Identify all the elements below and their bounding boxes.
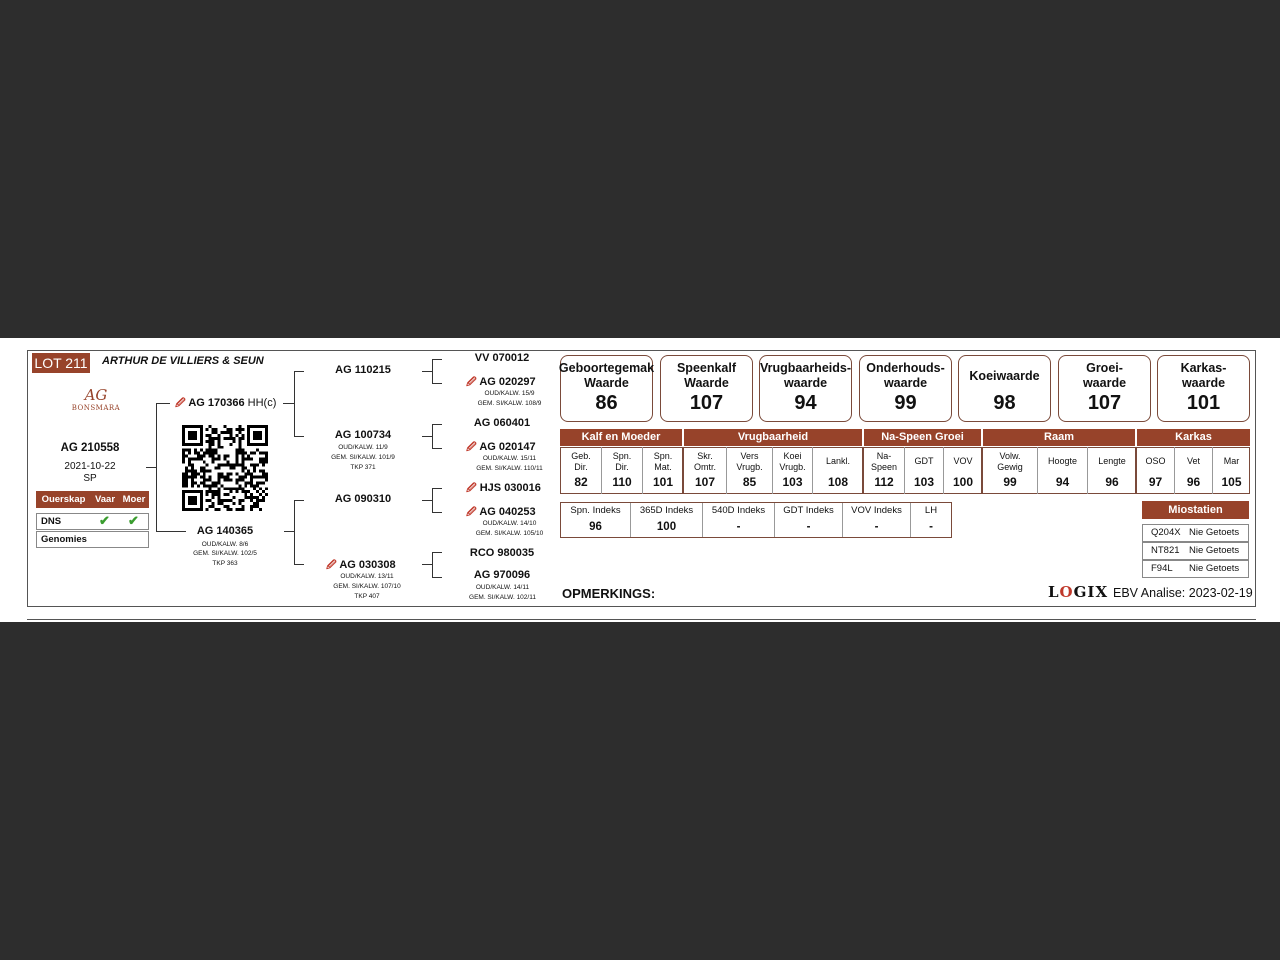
index-label: VOV Indeks [851, 505, 902, 516]
index-label: 540D Indeks [711, 505, 766, 516]
remarks-label: OPMERKINGS: [562, 586, 656, 601]
gene-status: Nie Getoets [1189, 563, 1240, 574]
animal-birth-date: 2021-10-22 [64, 461, 116, 472]
trait-oso [1137, 447, 1174, 494]
dam-dam-reg: AG 030308 [339, 559, 396, 571]
trait-label: Geb. [571, 450, 591, 461]
connector-line [432, 359, 433, 383]
trait-skr-omtr [684, 447, 726, 494]
genomies-row [36, 531, 149, 548]
elite-mark-icon: 🖉 [326, 560, 337, 571]
value-label-1: Karkas- [1180, 361, 1227, 375]
trait-label: Gewig [997, 461, 1023, 472]
gene-code: F94L [1151, 563, 1173, 574]
trait-lengte [1087, 447, 1136, 494]
connector-line [432, 488, 433, 512]
value-number: 86 [595, 392, 618, 414]
trait-label: Koei [783, 450, 802, 461]
trait-value: 99 [1003, 475, 1017, 489]
value-label-1: Vrugbaarheids- [760, 361, 851, 375]
index-label: Spn. Indeks [570, 505, 621, 516]
trait-label: Spn. [653, 450, 673, 461]
sire-reg: AG 170366 [188, 397, 245, 409]
connector-line [432, 512, 442, 513]
trait-value: 96 [1186, 475, 1201, 489]
connector-line [432, 424, 442, 425]
trait-label: Skr. [697, 450, 713, 461]
miostatien-row [1142, 524, 1249, 542]
value-label-2: waarde [1181, 376, 1226, 390]
trait-label: GDT [914, 456, 934, 466]
trait-label: Mat. [654, 461, 672, 472]
group-header-fertility: Vrugbaarheid [684, 429, 862, 446]
connector-line [283, 403, 294, 404]
connector-line [432, 488, 442, 489]
connector-line [156, 403, 170, 404]
value-number: 99 [894, 392, 917, 414]
dam-info-2: GEM. SI/KALW. 102/5 [193, 550, 257, 557]
trait-value: 112 [874, 475, 894, 489]
dam-sire-reg: AG 090310 [334, 493, 392, 505]
trait-hoogte [1037, 447, 1087, 494]
check-icon: ✔ [128, 513, 139, 528]
connector-line [294, 371, 304, 372]
dam-info-1: OUD/KALW. 8/6 [201, 541, 249, 548]
index-vov [842, 503, 910, 537]
bonsmara-logo [70, 386, 122, 426]
trait-label: Na- [876, 450, 892, 461]
trait-mar [1212, 447, 1250, 494]
group-header-post-weaning: Na-Speen Groei [864, 429, 981, 446]
trait-label: Hoogte [1047, 456, 1078, 466]
connector-line [156, 403, 157, 531]
connector-line [294, 500, 295, 564]
animal-reg: AG 210558 [60, 442, 120, 454]
connector-line [432, 552, 433, 577]
connector-line [432, 359, 442, 360]
trait-value: 107 [694, 475, 716, 489]
trait-value: 103 [782, 475, 803, 489]
connector-line [432, 448, 442, 449]
ggp-ddd-reg: AG 970096 [473, 569, 531, 581]
logo-letter: O [1059, 583, 1074, 601]
logo-brand: BONSMARA [71, 404, 121, 412]
index-value: - [806, 521, 811, 533]
trait-label: Vrugb. [779, 461, 806, 472]
trait-label: Vers [740, 450, 759, 461]
connector-line [422, 564, 432, 565]
value-box-calving-ease [560, 355, 653, 422]
trait-spn-dir [601, 447, 642, 494]
trait-label: Dir. [615, 461, 629, 472]
gene-code: Q204X [1151, 527, 1181, 538]
gene-code: NT821 [1151, 545, 1180, 556]
ggp-ddd-info-1: OUD/KALW. 14/11 [475, 584, 530, 591]
header-moer: Moer [122, 494, 146, 505]
ggp-ssd-info-2: GEM. SI/KALW. 108/9 [477, 400, 542, 407]
ggp-ddd-info-2: GEM. SI/KALW. 102/11 [469, 594, 536, 601]
connector-line [422, 371, 432, 372]
trait-vov [943, 447, 982, 494]
connector-line [422, 436, 432, 437]
value-number: 101 [1186, 392, 1221, 414]
qr-code[interactable] [182, 425, 268, 511]
divider [27, 619, 1256, 622]
index-value: - [736, 521, 741, 533]
trait-value: 82 [574, 475, 588, 489]
dam-dam-info-2: GEM. SI/KALW. 107/10 [333, 583, 401, 590]
connector-line [294, 371, 295, 436]
ggp-dds-reg: RCO 980035 [469, 547, 535, 559]
trait-label: Volw. [999, 450, 1021, 461]
connector-line [284, 531, 294, 532]
index-label: GDT Indeks [783, 505, 834, 516]
sire-dam-info-2: GEM. SI/KALW. 101/9 [331, 454, 395, 461]
ggp-dss-reg: HJS 030016 [479, 482, 541, 494]
ggp-dsd-info-1: OUD/KALW. 14/10 [482, 520, 537, 527]
connector-line [294, 436, 304, 437]
elite-mark-icon: 🖉 [466, 442, 477, 453]
check-icon: ✔ [99, 513, 110, 528]
trait-label: OSO [1145, 456, 1166, 466]
ggp-sss-reg: VV 070012 [474, 352, 530, 364]
trait-vet [1174, 447, 1212, 494]
lot-number: LOT 211 [32, 353, 90, 373]
connector-line [432, 424, 433, 448]
ggp-sdd-info-1: OUD/KALW. 15/11 [482, 455, 537, 462]
value-label-2: waarde [783, 376, 828, 390]
connector-line [294, 564, 304, 565]
miostatien-header: Miostatien [1142, 501, 1249, 519]
ggp-dsd-info-2: GEM. SI/KALW. 105/10 [475, 530, 544, 537]
trait-spn-mat [642, 447, 683, 494]
trait-label: Omtr. [694, 461, 716, 472]
sire [175, 396, 276, 413]
index-value: 100 [656, 521, 677, 533]
index-365d [630, 503, 702, 537]
index-value: - [929, 521, 933, 533]
connector-line [422, 500, 432, 501]
sire-dam-info-1: OUD/KALW. 11/9 [338, 444, 388, 451]
trait-label: Vrugb. [736, 461, 763, 472]
value-box-carcass [1157, 355, 1250, 422]
value-number: 107 [1087, 392, 1122, 414]
trait-label: VOV [953, 456, 973, 466]
trait-geb-dir [561, 447, 601, 494]
index-label: 365D Indeks [639, 505, 694, 516]
dns-label: DNS [41, 516, 62, 527]
trait-value: 101 [652, 475, 674, 489]
trait-value: 103 [913, 475, 935, 489]
value-label-1: Geboortegemak [558, 361, 655, 375]
trait-value: 96 [1105, 475, 1119, 489]
sire-dam-reg: AG 100734 [334, 429, 392, 441]
trait-value: 94 [1055, 475, 1070, 489]
trait-vers-vrugb [726, 447, 772, 494]
elite-mark-icon: 🖉 [175, 398, 186, 409]
trait-label: Mar [1223, 456, 1240, 466]
elite-mark-icon: 🖉 [466, 507, 477, 518]
trait-value: 97 [1148, 475, 1163, 489]
index-spn [561, 503, 630, 537]
value-label-2: waarde [1082, 376, 1127, 390]
trait-label: Lankl. [825, 456, 851, 466]
trait-label: Vet [1186, 456, 1200, 466]
connector-line [432, 552, 442, 553]
parentage-header [36, 491, 149, 508]
trait-lankl [812, 447, 863, 494]
genomies-label: Genomies [41, 534, 87, 545]
miostatien-row [1142, 560, 1249, 578]
breeder-name: ARTHUR DE VILLIERS & SEUN [102, 355, 264, 367]
header-ouerskap: Ouerskap [41, 494, 86, 505]
trait-koei-vrugb [772, 447, 812, 494]
index-label: LH [924, 505, 938, 516]
group-header-carcass: Karkas [1137, 429, 1250, 446]
connector-line [146, 467, 156, 468]
miostatien-row [1142, 542, 1249, 560]
ggp-sds-reg: AG 060401 [473, 417, 531, 429]
value-number: 107 [689, 392, 724, 414]
ggp-dsd-reg: AG 040253 [479, 506, 536, 518]
animal-code: SP [83, 473, 97, 484]
value-box-cow [958, 355, 1051, 422]
dam-info-3: TKP 363 [212, 560, 238, 567]
sire-dam-info-3: TKP 371 [350, 464, 376, 471]
ggp-sdd-reg: AG 020147 [479, 441, 536, 453]
value-label-2: Waarde [684, 376, 729, 390]
index-gdt [774, 503, 842, 537]
value-box-growth [1058, 355, 1151, 422]
trait-value: 105 [1221, 475, 1242, 489]
sire-sire-reg: AG 110215 [335, 364, 391, 376]
ggp-dss [466, 481, 541, 498]
ggp-sdd-info-2: GEM. SI/KALW. 110/11 [476, 465, 543, 472]
value-label-2: waarde [883, 376, 928, 390]
trait-value: 110 [612, 475, 632, 489]
elite-mark-icon: 🖉 [466, 483, 477, 494]
elite-mark-icon: 🖉 [466, 377, 477, 388]
value-label-1: Groei- [1086, 361, 1123, 375]
sire-suffix: HH(c) [247, 397, 277, 409]
header-vaar: Vaar [94, 494, 116, 505]
connector-line [432, 383, 442, 384]
group-header-frame: Raam [983, 429, 1135, 446]
trait-value: 85 [742, 475, 757, 489]
trait-label: Dir. [574, 461, 588, 472]
ggp-ssd-reg: AG 020297 [479, 376, 536, 388]
dns-row [36, 513, 149, 530]
trait-label: Speen [870, 461, 898, 472]
value-label-2: Waarde [584, 376, 629, 390]
connector-line [432, 577, 442, 578]
value-number: 94 [794, 392, 817, 414]
dam-dam-info-1: OUD/KALW. 13/11 [340, 573, 394, 580]
logo-letter: GIX [1073, 583, 1109, 601]
gene-status: Nie Getoets [1189, 527, 1240, 538]
logix-logo [1048, 583, 1108, 601]
trait-label: Lengte [1098, 456, 1126, 466]
trait-volw-gewig [983, 447, 1037, 494]
group-header-calf-dam: Kalf en Moeder [560, 429, 682, 446]
value-box-fertility [759, 355, 852, 422]
ebv-analysis-date: EBV Analise: 2023-02-19 [1113, 586, 1253, 600]
dam-reg: AG 140365 [196, 525, 254, 537]
trait-value: 108 [827, 475, 849, 489]
gene-status: Nie Getoets [1189, 545, 1240, 556]
value-label-1: Koeiwaarde [969, 368, 1040, 383]
trait-gdt [904, 447, 943, 494]
ggp-ssd-info-1: OUD/KALW. 15/9 [484, 390, 535, 397]
index-540d [702, 503, 774, 537]
logo-mark: AG [84, 386, 108, 404]
logo-letter: L [1048, 583, 1060, 601]
connector-line [294, 500, 304, 501]
trait-label: Spn. [612, 450, 632, 461]
connector-line [156, 531, 186, 532]
value-box-weaner-calf [660, 355, 753, 422]
trait-na-speen [864, 447, 904, 494]
trait-value: 100 [952, 475, 974, 489]
value-number: 98 [993, 392, 1016, 414]
index-value: - [874, 521, 879, 533]
index-value: 96 [589, 521, 602, 533]
index-lh [910, 503, 951, 537]
value-label-1: Onderhouds- [866, 361, 945, 375]
dam-dam-info-3: TKP 407 [354, 593, 380, 600]
value-box-maintenance [859, 355, 952, 422]
value-label-1: Speenkalf [676, 361, 737, 375]
